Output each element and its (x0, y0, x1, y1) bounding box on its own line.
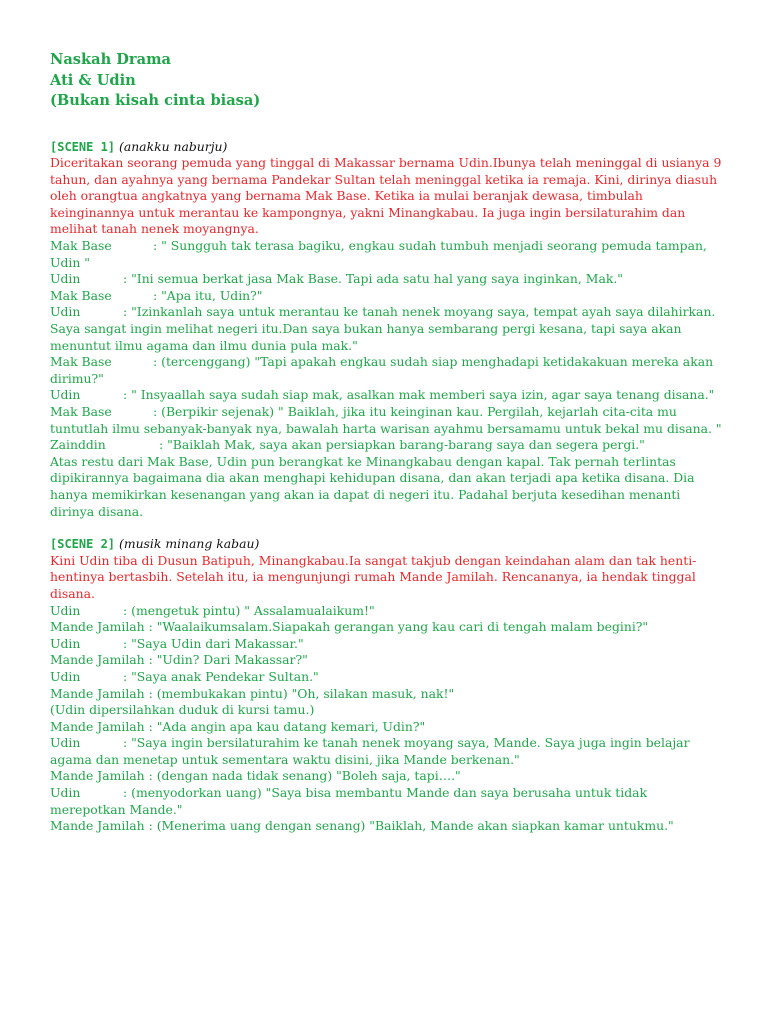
dialog-line (50, 437, 722, 454)
scene-2 (50, 536, 722, 835)
dialog-line (50, 404, 722, 437)
dialog-line (50, 669, 722, 686)
speaker-name: Mak Base (50, 287, 112, 303)
dialog-line (50, 288, 722, 305)
dialog-line (50, 238, 722, 271)
speaker-name: Mande Jamilah (50, 685, 145, 701)
dialog-text: : "Baiklah Mak, saya akan persiapkan barang-barang saya dan segera pergi." (159, 437, 645, 453)
speaker-name: Udin (50, 735, 81, 751)
scene-heading (50, 536, 722, 553)
scene-closing: Atas restu dari Mak Base, Udin pun berangkat ke Minangkabau dengan kapal. Tak pernah terlintas dipikirannya bagaimana dia akan menghapi kehidupan disana, dan akan terjadi apa ketika disana. Dia hanya memikirkan kesenangan yang akan ia dapat di negeri itu. Padahal berjuta kesedihan menanti dirinya disana. (50, 453, 695, 519)
dialog-line (50, 636, 722, 653)
dialog-text: : "Udin? Dari Makassar?" (144, 652, 308, 668)
dialog-text: : (dengan nada tidak senang) "Boleh saja, tapi…." (144, 768, 461, 784)
dialog-text: : "Ada angin apa kau datang kemari, Udin?" (144, 718, 426, 734)
dialog-text: : (Berpikir sejenak) " Baiklah, jika itu keinginan kau. Pergilah, kejarlah cita-cita mu tuntutlah ilmu sebanyak-banyak nya, bawalah harta warisan ayahmu bersamamu untuk bekal mu disana. " (50, 404, 722, 436)
dialog-line (50, 271, 722, 288)
dialog-line (50, 818, 722, 835)
dialog-line (50, 768, 722, 785)
dialog-text: : (membukakan pintu) "Oh, silakan masuk, nak!" (144, 685, 455, 701)
dialog-text: : "Saya Udin dari Makassar." (123, 635, 304, 651)
script-document (50, 50, 722, 835)
dialog-text: (Udin dipersilahkan duduk di kursi tamu.) (50, 702, 315, 718)
speaker-name: Udin (50, 785, 81, 801)
speaker-name: Udin (50, 304, 81, 320)
document-title (50, 50, 722, 112)
dialog-line (50, 719, 722, 736)
speaker-name: Mak Base (50, 404, 112, 419)
speaker-name: Mande Jamilah (50, 619, 145, 635)
dialog-line (50, 702, 722, 719)
scene-1 (50, 139, 722, 521)
dialog-list (50, 238, 722, 454)
dialog-line (50, 304, 722, 354)
dialog-line (50, 735, 722, 768)
speaker-name: Udin (50, 271, 81, 287)
dialog-line (50, 652, 722, 669)
dialog-line (50, 619, 722, 636)
scene-heading (50, 139, 722, 156)
dialog-line (50, 354, 722, 387)
scene-narration: Diceritakan seorang pemuda yang tinggal di Makassar bernama Udin.Ibunya telah meninggal di usianya 9 tahun, dan ayahnya yang bernama Pandekar Sultan telah meninggal ketika ia remaja. Kini, dirinya diasuh oleh orangtua angkatnya yang bernama Mak Base. Ketika ia mulai beranjak dewasa, timbulah keinginannya untuk merantau ke kampongnya, yakni Minangkabau. Ia juga ingin bersilaturahim dan melihat tanah nenek moyangnya. (50, 155, 722, 237)
dialog-line (50, 387, 722, 404)
dialog-text: : "Saya ingin bersilaturahim ke tanah nenek moyang saya, Mande. Saya juga ingin belajar agama dan menetap untuk sementara waktu disini, jika Mande berkenan." (50, 735, 690, 767)
speaker-name: Udin (50, 387, 81, 403)
speaker-name: Mande Jamilah (50, 818, 145, 834)
dialog-list (50, 603, 722, 835)
title-line-1: Naskah Drama (50, 51, 171, 68)
speaker-name: Mande Jamilah (50, 768, 145, 784)
dialog-text: : "Ini semua berkat jasa Mak Base. Tapi ada satu hal yang saya inginkan, Mak." (123, 271, 624, 287)
speaker-name: Mande Jamilah (50, 718, 145, 734)
speaker-name: Mak Base (50, 354, 112, 370)
speaker-name: Udin (50, 602, 81, 618)
dialog-text: : (Menerima uang dengan senang) "Baiklah, Mande akan siapkan kamar untukmu." (144, 818, 674, 834)
dialog-line (50, 603, 722, 620)
dialog-text: : " Insyaallah saya sudah siap mak, asalkan mak memberi saya izin, agar saya tenang disana." (123, 387, 715, 403)
dialog-text: : (mengetuk pintu) " Assalamualaikum!" (123, 602, 375, 618)
dialog-text: : " Sungguh tak terasa bagiku, engkau sudah tumbuh menjadi seorang pemuda tampan, Udin " (50, 238, 707, 270)
spacer (50, 520, 722, 536)
dialog-text: : "Izinkanlah saya untuk merantau ke tanah nenek moyang saya, tempat ayah saya dilahirkan. Saya sangat ingin melihat negeri itu.Dan saya bukan hanya sembarang pergi kesana, tapi saya akan menuntut ilmu agama dan ilmu dunia pula mak." (50, 304, 716, 353)
dialog-text: : (menyodorkan uang) "Saya bisa membantu Mande dan saya berusaha untuk tidak merepotkan Mande." (50, 785, 648, 817)
speaker-name: Udin (50, 668, 81, 684)
scene-tag: [SCENE 1] (50, 139, 116, 154)
title-line-3: (Bukan kisah cinta biasa) (50, 92, 261, 109)
spacer (50, 112, 722, 139)
dialog-line (50, 785, 722, 818)
scene-narration: Kini Udin tiba di Dusun Batipuh, Minangkabau.Ia sangat takjub dengan keindahan alam dan tak henti-hentinya bertasbih. Setelah itu, ia mengunjungi rumah Mande Jamilah. Rencananya, ia hendak tinggal disana. (50, 552, 697, 601)
dialog-line (50, 686, 722, 703)
scene-note: (anakku naburju) (118, 138, 228, 154)
dialog-text: : "Saya anak Pendekar Sultan." (123, 668, 319, 684)
speaker-name: Udin (50, 635, 81, 651)
dialog-text: : (tercenggang) "Tapi apakah engkau sudah siap menghadapi ketidakakuan mereka akan dirimu?" (50, 354, 714, 386)
dialog-text: : "Apa itu, Udin?" (153, 287, 263, 303)
speaker-name: Mande Jamilah (50, 652, 145, 668)
scene-note: (musik minang kabau) (118, 536, 260, 552)
title-line-2: Ati & Udin (50, 71, 136, 89)
dialog-text: : "Waalaikumsalam.Siapakah gerangan yang kau cari di tengah malam begini?" (144, 619, 649, 635)
scene-tag: [SCENE 2] (50, 537, 116, 552)
speaker-name: Mak Base (50, 238, 112, 254)
speaker-name: Zainddin (50, 437, 106, 453)
